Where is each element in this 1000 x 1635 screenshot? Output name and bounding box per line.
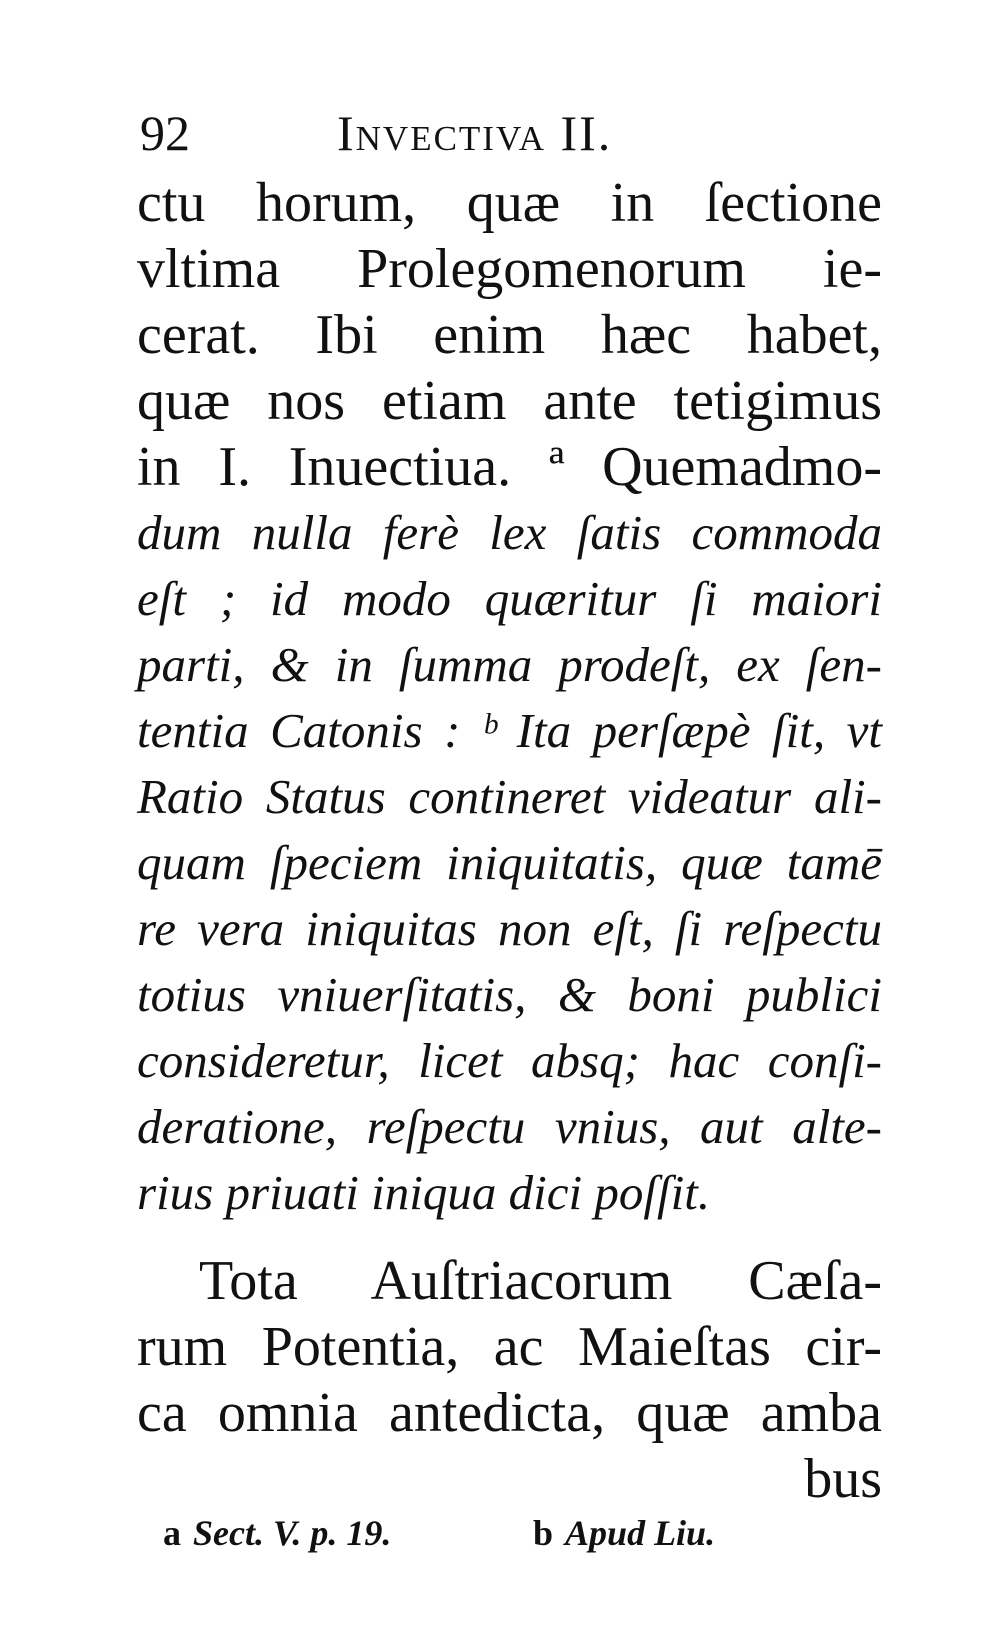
quoted-text-line: eſt ; id modo quæritur ſi maiori bbox=[137, 571, 882, 626]
text-line: cerat. Ibi enim hæc habet, bbox=[137, 304, 882, 366]
text-line: in I. Inuectiua. ª Quemadmo- bbox=[137, 436, 882, 498]
footnote-b bbox=[533, 1508, 715, 1558]
paragraph-gap bbox=[137, 1226, 882, 1248]
page-number: 92 bbox=[140, 105, 190, 161]
quoted-text-line: dum nulla ferè lex ſatis commoda bbox=[137, 505, 882, 560]
running-title: Invectiva II. bbox=[337, 105, 613, 161]
quoted-text-line: deratione, reſpectu vnius, aut alte- bbox=[137, 1099, 882, 1154]
quoted-text-line: quam ſpeciem iniquitatis, quæ tamē bbox=[137, 835, 882, 890]
quoted-text-line: consideretur, licet absq; hac conſi- bbox=[137, 1033, 882, 1088]
body-text bbox=[137, 170, 882, 1512]
catchword: bus bbox=[804, 1448, 882, 1510]
footnote-marker: b bbox=[533, 1513, 554, 1553]
footnote-a bbox=[163, 1508, 391, 1558]
text-line: rum Potentia, ac Maieſtas cir- bbox=[137, 1316, 882, 1378]
text-line: ctu horum, quæ in ſectione bbox=[137, 172, 882, 234]
footnote-reference: Apud Liu. bbox=[565, 1513, 716, 1553]
quoted-text-line: totius vniuerſitatis, & boni publici bbox=[137, 967, 882, 1022]
page-header bbox=[140, 98, 900, 168]
quoted-text-line: re vera iniquitas non eſt, ſi reſpectu bbox=[137, 901, 882, 956]
text-line: vltima Prolegomenorum ie- bbox=[137, 238, 882, 300]
quoted-text-line: Ratio Status contineret videatur ali- bbox=[137, 769, 882, 824]
text-line: quæ nos etiam ante tetigimus bbox=[137, 370, 882, 432]
quoted-text-line: rius priuati iniqua dici poſſit. bbox=[137, 1165, 711, 1220]
text-line: Tota Auſtriacorum Cæſa- bbox=[199, 1250, 882, 1312]
quoted-text-line: parti, & in ſumma prodeſt, ex ſen- bbox=[137, 637, 882, 692]
footnote-reference: Sect. V. p. 19. bbox=[193, 1513, 392, 1553]
footnotes bbox=[163, 1508, 863, 1558]
text-line: ca omnia antedicta, quæ amba bbox=[137, 1382, 882, 1444]
quoted-text-line: tentia Catonis : ᵇ Ita perſæpè ſit, vt bbox=[137, 703, 882, 758]
footnote-marker: a bbox=[163, 1513, 181, 1553]
